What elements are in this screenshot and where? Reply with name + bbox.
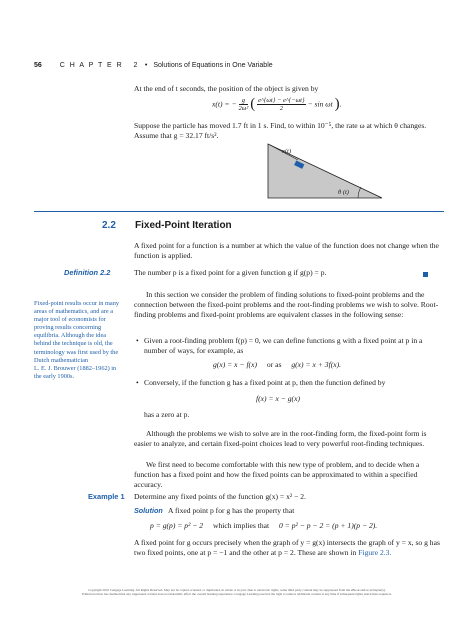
section-rule [34, 211, 444, 212]
paragraph-comfortable: We first need to become comfortable with this new type of problem, and to decide when a function has a fixed point and how the fixed points can be approximated to within a specified accuracy. [134, 460, 420, 489]
exercise-text: Suppose the particle has moved 1.7 ft in 1 s. Find, to within 10⁻⁵, the rate ω at which θ changes. Assume that g = 32.17 ft/s². [134, 121, 427, 140]
exercise-intro: At the end of t seconds, the position of the object is given by [134, 84, 319, 93]
paragraph-root-finding: Although the problems we wish to solve are in the root-finding form, the fixed-point form is easier to analyze, and certain fixed-point choices lead to very powerful root-finding techniques. [134, 429, 427, 448]
figure-label-x: x(t) [282, 148, 292, 155]
figure-label-theta: θ (t) [338, 189, 349, 196]
bullet-text-2: Conversely, if the function g has a fixed point at p, then the function defined by [144, 378, 386, 387]
paragraph-section-intro: In this section we consider the problem of finding solutions to fixed-point problems and the connection between the fixed-point problems and the root-finding problems we wish to solve. Root-finding problems and fixed-point problems are equivalent classes in the following sense: [134, 290, 439, 319]
example-text: Determine any fixed points of the function g(x) = x² − 2. [134, 492, 306, 501]
solution-label: Solution [134, 506, 163, 515]
fraction-exp: $\frac{e\^{}\{\omega t\} - e\^{}\{-\omega t\}}{2}$ [258, 97, 305, 112]
definition-end-marker [423, 272, 428, 277]
example-paragraph: A fixed point for g occurs precisely when the graph of y = g(x) intersects the graph of y = x, so g has two fixed points, one at p = −1 and the other at p = 2. These are shown in Figure 2.3. [134, 538, 440, 557]
copyright-footer: Copyright 2010 Cengage Learning. All Rights Reserved. May not be copied, scanned, or duplicated, in whole or in part. Due to electronic rights, some third party content may be suppressed from the eBook and/or eChapter(s). Editorial review has deemed that any suppressed content does not materially affect the overall learning experience. Cengage Learning reserves the right to remove additional content at any time if subsequent rights restrictions require it. [81, 588, 392, 597]
bullet-marker-2: • [136, 378, 139, 387]
example-label: Example 1 [88, 492, 125, 501]
position-equation: x(t) = − $\frac{g}{\text{2ω²}}$ ( $\frac{e\^{}\{\omega t\} - e\^{}\{-\omega t\}}{2}$ − sin ωt ). [212, 96, 342, 112]
chapter-label: C H A P T E R 2 [59, 62, 139, 69]
intro-paragraph: A fixed point for a function is a number at which the value of the function does not change when the function is applied. [134, 241, 439, 260]
section-number: 2.2 [102, 220, 116, 231]
section-title: Fixed-Point Iteration [135, 220, 232, 231]
definition-label: Definition 2.2 [64, 268, 111, 277]
solution-equation: p = g(p) = p² − 2 which implies that 0 = p² − p − 2 = (p + 1)(p − 2). [150, 521, 378, 530]
page-number: 56 [34, 62, 42, 69]
figure-ref-link[interactable]: Figure 2.3. [358, 548, 392, 557]
solution-text: A fixed point p for g has the property that [168, 506, 295, 515]
running-header [34, 62, 273, 69]
bullet-2-after: has a zero at p. [144, 410, 190, 419]
bullet-marker-1: • [136, 336, 139, 345]
sidebar-note: Fixed-point results occur in many areas of mathematics, and are a major tool of economists for proving results concerning equilibria. Although the idea behind the technique is old, the terminology was first used by the Dutch mathematician L. E. J. Brouwer (1882–1962) in the early 1900s. [34, 300, 119, 380]
bullet-2-equation: f(x) = x − g(x) [256, 394, 300, 403]
definition-text: The number p is a fixed point for a given function g if g(p) = p. [134, 268, 327, 277]
header-bullet: • [144, 62, 148, 69]
bullet-1-equations: g(x) = x − f(x) or as g(x) = x + 3f(x). [213, 360, 342, 369]
bullet-text-1: Given a root-finding problem f(p) = 0, we can define functions g with a fixed point at p in a number of ways, for example, as [144, 336, 423, 355]
chapter-title: Solutions of Equations in One Variable [153, 62, 273, 69]
fraction-g: $\frac{g}{\text{2ω²}}$ [238, 97, 249, 112]
